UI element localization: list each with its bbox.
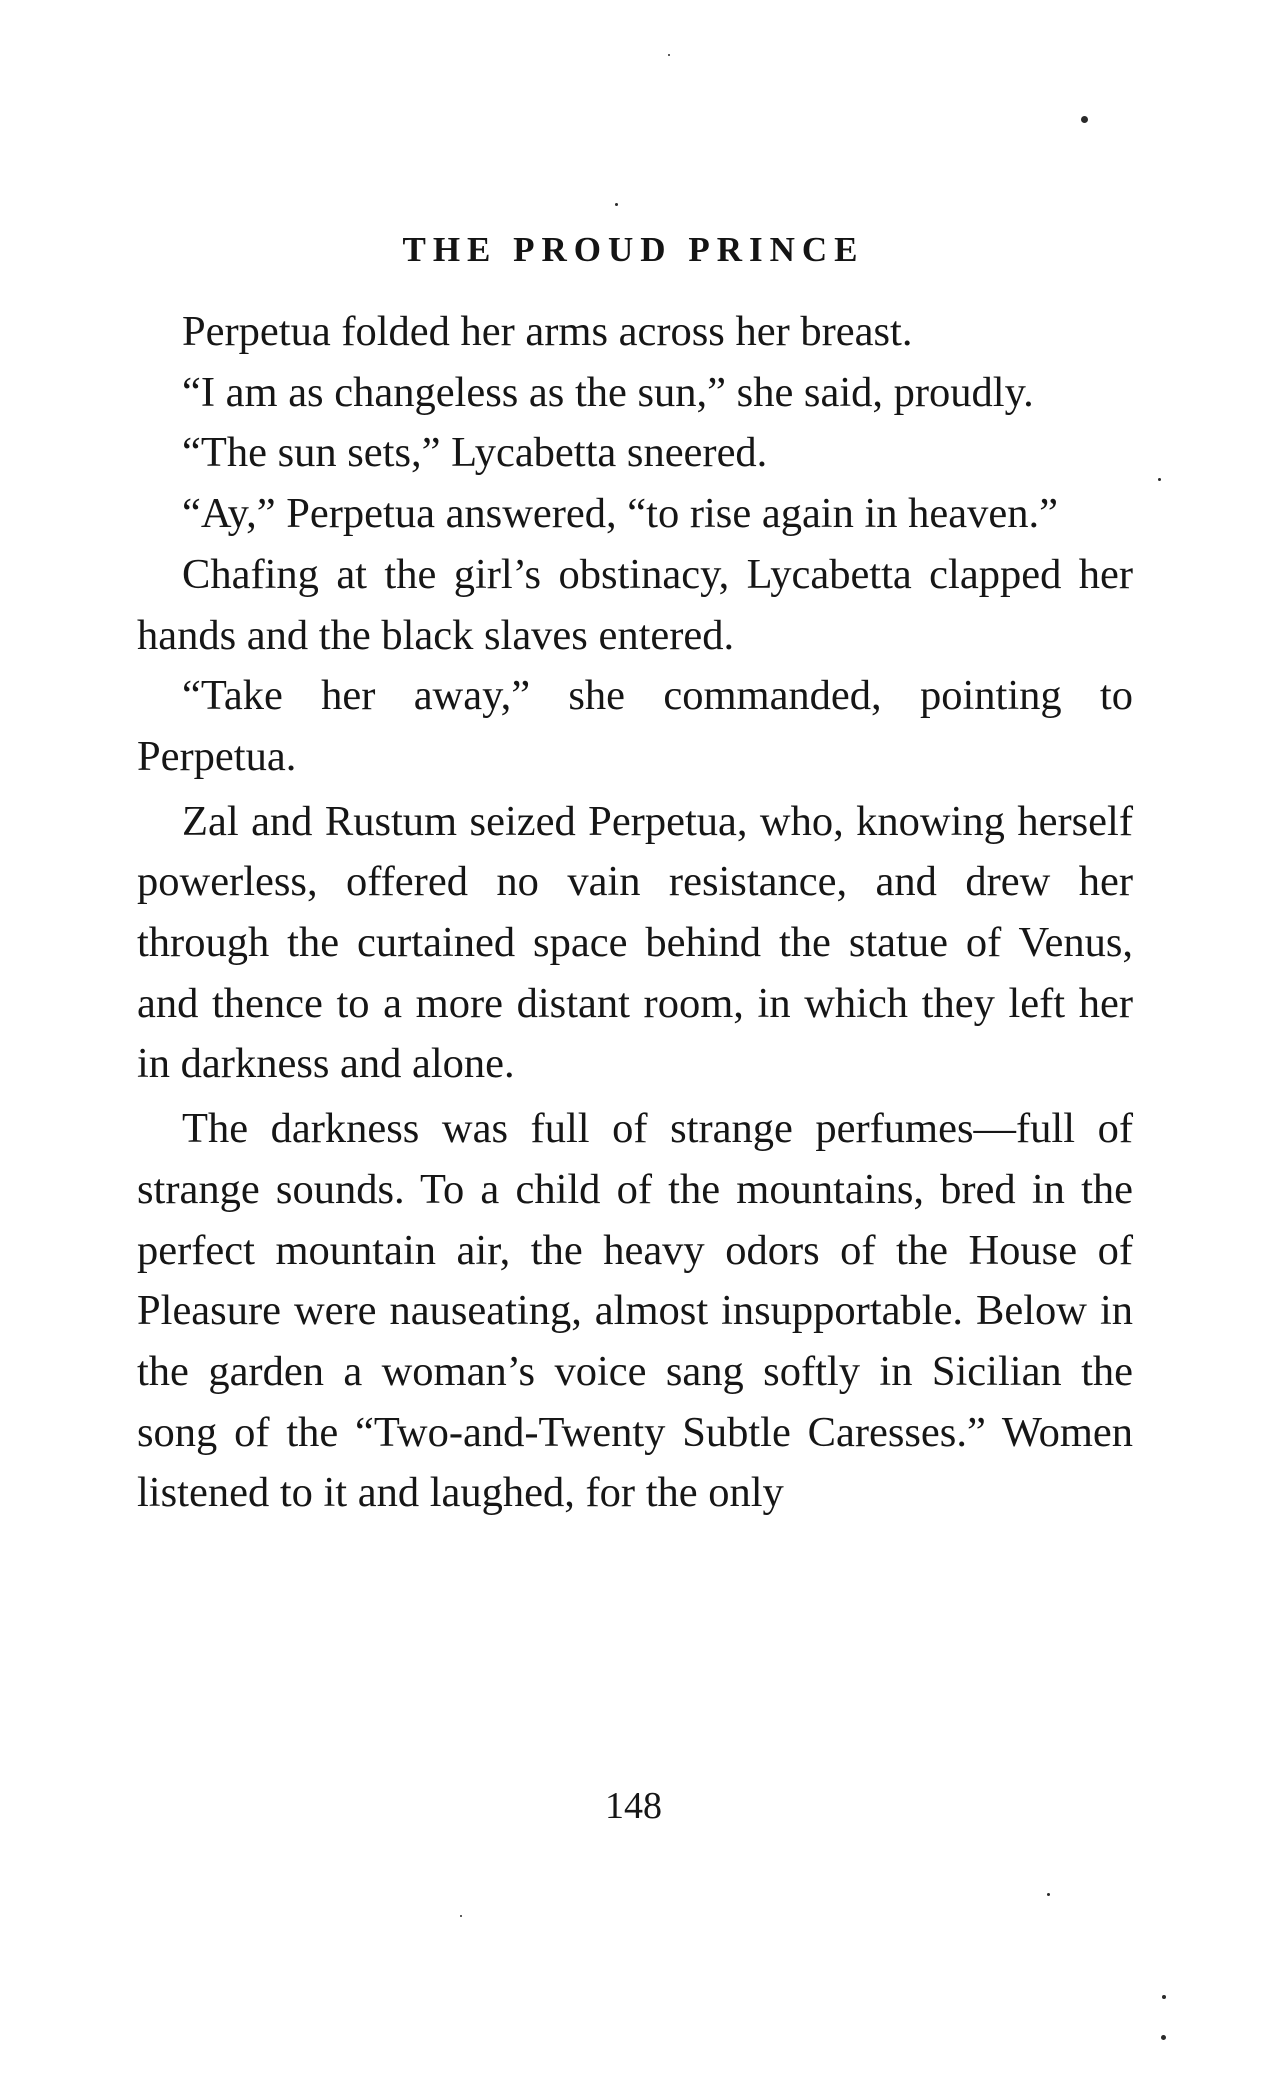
paragraph: Perpetua folded her arms across her breast. bbox=[182, 308, 913, 355]
paragraph: Zal and Rustum seized Perpetua, who, knowing herself powerless, offered no vain resistance, and drew her through the curtained space behind the statue of Venus, and thence to a more distant room, in which they left her in darkness and alone. bbox=[137, 797, 1133, 1088]
ink-speck bbox=[1162, 1995, 1166, 1999]
ink-speck bbox=[1047, 1893, 1050, 1896]
ink-speck bbox=[1161, 2035, 1166, 2040]
body-text bbox=[137, 302, 1133, 1524]
paragraph: Chafing at the girl’s obstinacy, Lycabetta clapped her hands and the black slaves entered. bbox=[137, 550, 1133, 659]
paragraph: “Ay,” Perpetua answered, “to rise again in heaven.” bbox=[182, 490, 1059, 538]
ink-speck bbox=[1081, 116, 1088, 123]
page-number: 148 bbox=[605, 1785, 662, 1827]
ink-speck bbox=[668, 54, 670, 56]
running-head: THE PROUD PRINCE bbox=[402, 230, 865, 269]
paragraph: “Take her away,” she commanded, pointing to Perpetua. bbox=[137, 672, 1133, 780]
paragraph: “The sun sets,” Lycabetta sneered. bbox=[182, 429, 768, 477]
ink-speck bbox=[460, 1915, 462, 1917]
paragraph: “I am as changeless as the sun,” she said, proudly. bbox=[182, 368, 1034, 416]
paragraph: The darkness was full of strange perfumes—full of strange sounds. To a child of the mountains, bred in the perfect mountain air, the heavy odors of the House of Pleasure were nauseating, almost insupportable. Below in the garden a woman’s voice sang softly in Sicilian the song of the “Two-and-Twenty Subtle Caresses.” Women listened to it and laughed, for the only bbox=[137, 1105, 1133, 1517]
ink-speck bbox=[1158, 478, 1161, 481]
ink-speck bbox=[615, 203, 618, 206]
